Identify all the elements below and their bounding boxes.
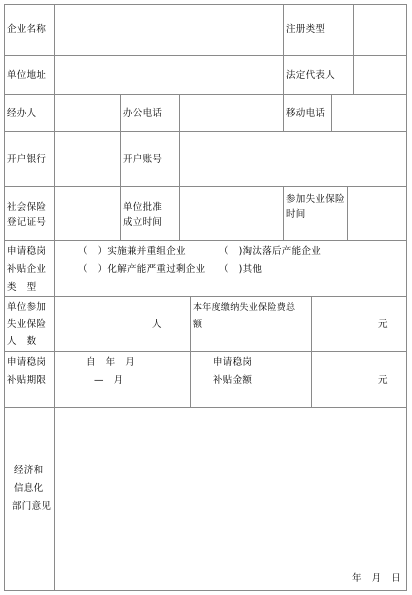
enterprise-type-option[interactable]: （ )其他 — [219, 264, 263, 275]
row-divider — [4, 351, 407, 352]
annual-insurance-fee-label: 本年度缴纳失业保险费总 — [193, 303, 296, 313]
social-insurance-cert-label: 社会保险 — [7, 202, 47, 213]
row-divider — [4, 590, 407, 591]
yuan-unit-label: 元 — [378, 319, 388, 330]
table-border-left — [4, 4, 5, 591]
enterprise-type-option[interactable]: （ )淘汰落后产能企业 — [219, 246, 322, 257]
insured-headcount-label: 单位参加 — [7, 302, 47, 313]
column-divider — [283, 94, 284, 131]
row-divider — [4, 407, 407, 408]
subsidy-period-label: 申请稳岗 — [7, 357, 47, 368]
column-divider — [283, 186, 284, 240]
department-opinion-label: 信息化 — [14, 483, 44, 494]
handler-label: 经办人 — [7, 108, 37, 119]
column-divider — [179, 186, 180, 240]
enterprise-type-label: 申请稳岗 — [7, 246, 47, 257]
column-divider — [54, 4, 55, 591]
row-divider — [4, 4, 407, 5]
table-border-right — [406, 4, 407, 591]
period-from: 自 年 月 — [86, 357, 136, 368]
legal-representative-label: 法定代表人 — [286, 70, 336, 81]
subsidy-period-label: 补贴期限 — [7, 375, 47, 386]
unemployment-insurance-date-label: 时间 — [286, 209, 306, 220]
account-number-label: 开户账号 — [123, 154, 163, 165]
column-divider — [283, 4, 284, 94]
row-divider — [4, 94, 407, 95]
subsidy-amount-label: 补贴金额 — [213, 375, 253, 386]
column-divider — [179, 131, 180, 186]
unit-address-label: 单位地址 — [7, 70, 47, 81]
department-opinion-label: 经济和 — [14, 465, 44, 476]
column-divider — [179, 94, 180, 131]
bank-label: 开户银行 — [7, 154, 47, 165]
enterprise-type-label: 类 型 — [7, 282, 37, 293]
person-unit-label: 人 — [152, 319, 162, 330]
column-divider — [120, 131, 121, 186]
yuan-unit-label: 元 — [378, 375, 388, 386]
row-divider — [4, 55, 407, 56]
insured-headcount-label: 失业保险 — [7, 319, 47, 330]
company-name-label: 企业名称 — [7, 24, 47, 35]
insured-headcount-label: 人 数 — [7, 336, 37, 347]
register-type-label: 注册类型 — [286, 24, 326, 35]
column-divider — [120, 94, 121, 131]
row-divider — [4, 296, 407, 297]
office-phone-label: 办公电话 — [123, 108, 163, 119]
row-divider — [4, 240, 407, 241]
annual-insurance-fee-label: 额 — [193, 320, 203, 330]
column-divider — [311, 296, 312, 351]
mobile-phone-label: 移动电话 — [286, 108, 326, 119]
social-insurance-cert-label: 登记证号 — [7, 217, 47, 228]
period-to: — 月 — [94, 375, 124, 386]
column-divider — [331, 94, 332, 131]
approval-date-label: 单位批准 — [123, 202, 163, 213]
column-divider — [190, 351, 191, 407]
column-divider — [347, 186, 348, 240]
row-divider — [4, 131, 407, 132]
department-opinion-label: 部门意见 — [12, 501, 52, 512]
signature-date: 年 月 日 — [352, 573, 402, 584]
enterprise-type-option[interactable]: （ ）化解产能严重过剩企业 — [78, 264, 206, 275]
subsidy-amount-label: 申请稳岗 — [213, 357, 253, 368]
enterprise-type-option[interactable]: （ ）实施兼并重组企业 — [78, 246, 186, 257]
enterprise-type-label: 补贴企业 — [7, 264, 47, 275]
column-divider — [120, 186, 121, 240]
approval-date-label: 成立时间 — [123, 217, 163, 228]
column-divider — [311, 351, 312, 407]
column-divider — [353, 4, 354, 94]
column-divider — [190, 296, 191, 351]
unemployment-insurance-date-label: 参加失业保险 — [286, 194, 345, 205]
